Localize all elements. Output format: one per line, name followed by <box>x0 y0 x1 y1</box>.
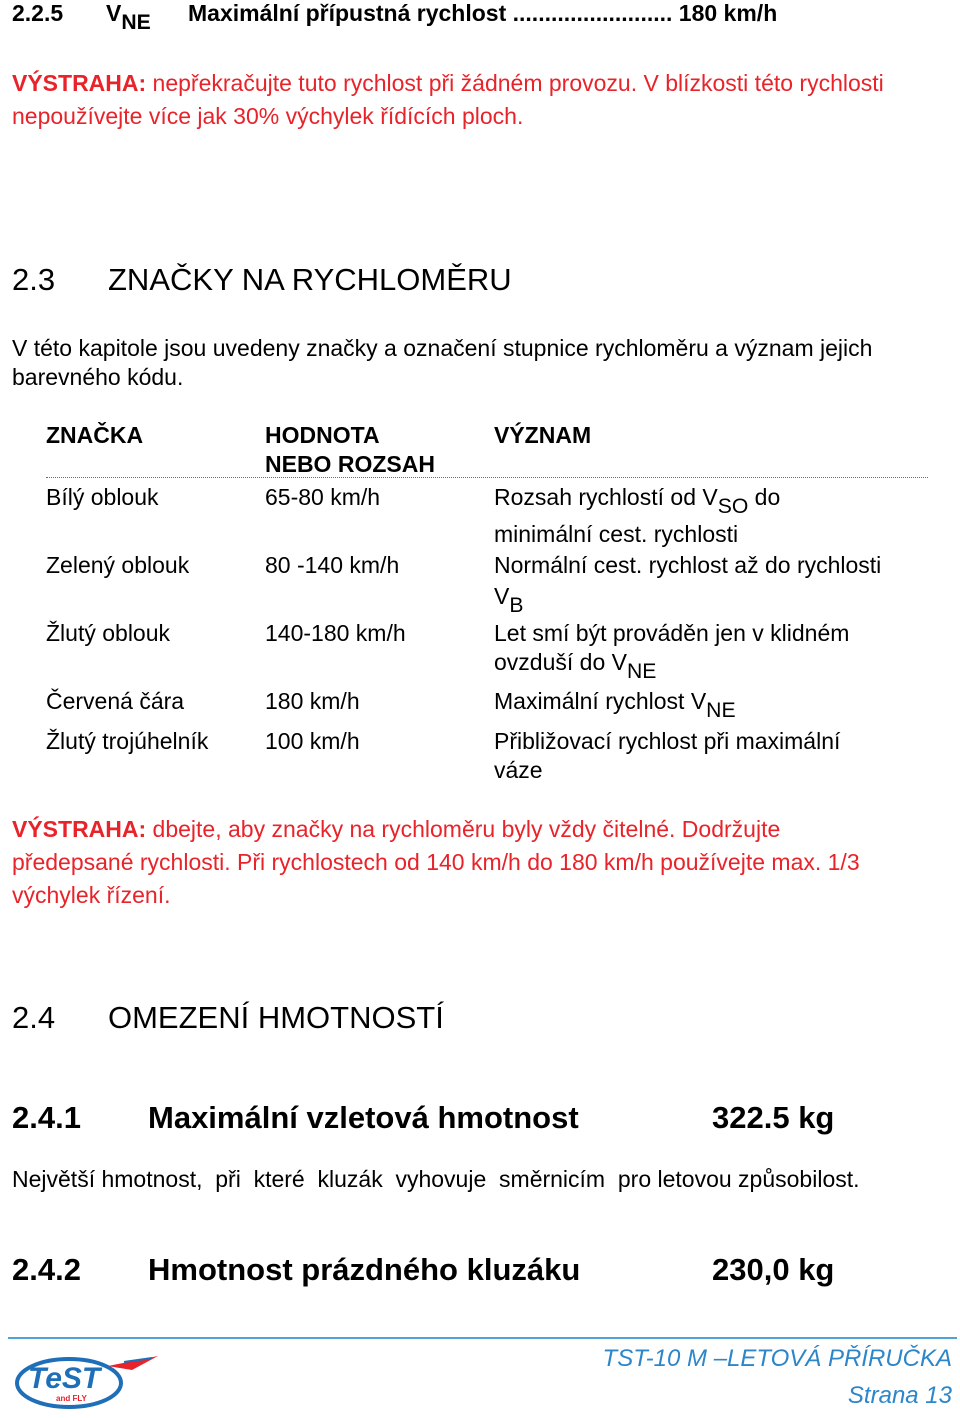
test-fly-logo <box>12 1350 162 1412</box>
section-24-number: 2.4 <box>12 1000 56 1035</box>
heading-225 <box>12 0 63 27</box>
section-242-number: 2.4.2 <box>12 1252 81 1287</box>
section-241-number: 2.4.1 <box>12 1100 81 1135</box>
table-header-value: HODNOTA NEBO ROZSAH <box>265 422 435 477</box>
row-meaning: Let smí být prováděn jen v klidném ovzduší do $V_{NE}$ <box>494 620 850 684</box>
heading-225-title: Maximální přípustná rychlost ......................... 180 km/h <box>188 0 778 26</box>
footer-page-number: Strana 13 <box>847 1382 952 1409</box>
section-241-value: 322.5 kg <box>712 1100 835 1135</box>
row-value: 180 km/h <box>265 688 360 714</box>
warning-2: VÝSTRAHA: dbejte, aby značky na rychloměru byly vždy čitelné. Dodržujte předepsané rychlosti. Při rychlostech od 140 km/h do 180 km/h používejte max. 1/3 výchylek řízení. <box>12 816 860 908</box>
footer-doc-title: TST-10 M –LETOVÁ PŘÍRUČKA <box>602 1345 952 1372</box>
row-mark: Bílý oblouk <box>46 484 159 510</box>
logo-text: TeST <box>28 1362 101 1395</box>
row-meaning: Maximální rychlost $V_{NE}$ <box>494 688 736 723</box>
heading-225-number: 2.2.5 <box>12 0 64 26</box>
warning-1: VÝSTRAHA: nepřekračujte tuto rychlost při žádném provozu. V blízkosti této rychlosti nepoužívejte více jak 30% výchylek řídících ploch. <box>12 70 884 129</box>
row-mark: Žlutý trojúhelník <box>46 728 209 754</box>
section-241-text: Největší hmotnost, při které kluzák vyhovuje směrnicím pro letovou způsobilost. <box>12 1166 860 1192</box>
row-meaning: Přibližovací rychlost při maximální váze <box>494 728 841 783</box>
row-meaning: Normální cest. rychlost až do rychlosti $V_B$ <box>494 552 882 618</box>
row-mark: Červená čára <box>46 688 185 714</box>
warning-2-label: VÝSTRAHA: <box>12 816 147 842</box>
heading-225-vne: $V_{NE}$ <box>106 0 151 35</box>
row-value: 80 -140 km/h <box>265 552 400 578</box>
section-242-value: 230,0 kg <box>712 1252 835 1287</box>
table-header-mark: ZNAČKA <box>46 422 144 448</box>
section-23-title: ZNAČKY NA RYCHLOMĚRU <box>108 262 512 297</box>
section-24-title: OMEZENÍ HMOTNOSTÍ <box>108 1000 444 1035</box>
warning-1-label: VÝSTRAHA: <box>12 70 147 96</box>
row-mark: Zelený oblouk <box>46 552 190 578</box>
row-value: 65-80 km/h <box>265 484 381 510</box>
section-242-title: Hmotnost prázdného kluzáku <box>148 1252 581 1287</box>
section-241-title: Maximální vzletová hmotnost <box>148 1100 579 1135</box>
section-23-intro: V této kapitole jsou uvedeny značky a označení stupnice rychloměru a význam jejich barevného kódu. <box>12 335 873 390</box>
row-meaning: Rozsah rychlostí od $V_{SO}$ do minimální cest. rychlosti <box>494 484 781 547</box>
heading-225-value: 180 km/h <box>678 0 778 26</box>
row-mark: Žlutý oblouk <box>46 620 171 646</box>
leader-dots: ......................... <box>512 0 673 26</box>
section-23-number: 2.3 <box>12 262 56 297</box>
logo-subtext: and FLY <box>56 1394 87 1403</box>
row-value: 140-180 km/h <box>265 620 406 646</box>
footer-rule <box>8 1337 957 1339</box>
table-header-meaning: VÝZNAM <box>494 422 592 448</box>
table-header-divider <box>46 477 928 478</box>
row-value: 100 km/h <box>265 728 360 754</box>
